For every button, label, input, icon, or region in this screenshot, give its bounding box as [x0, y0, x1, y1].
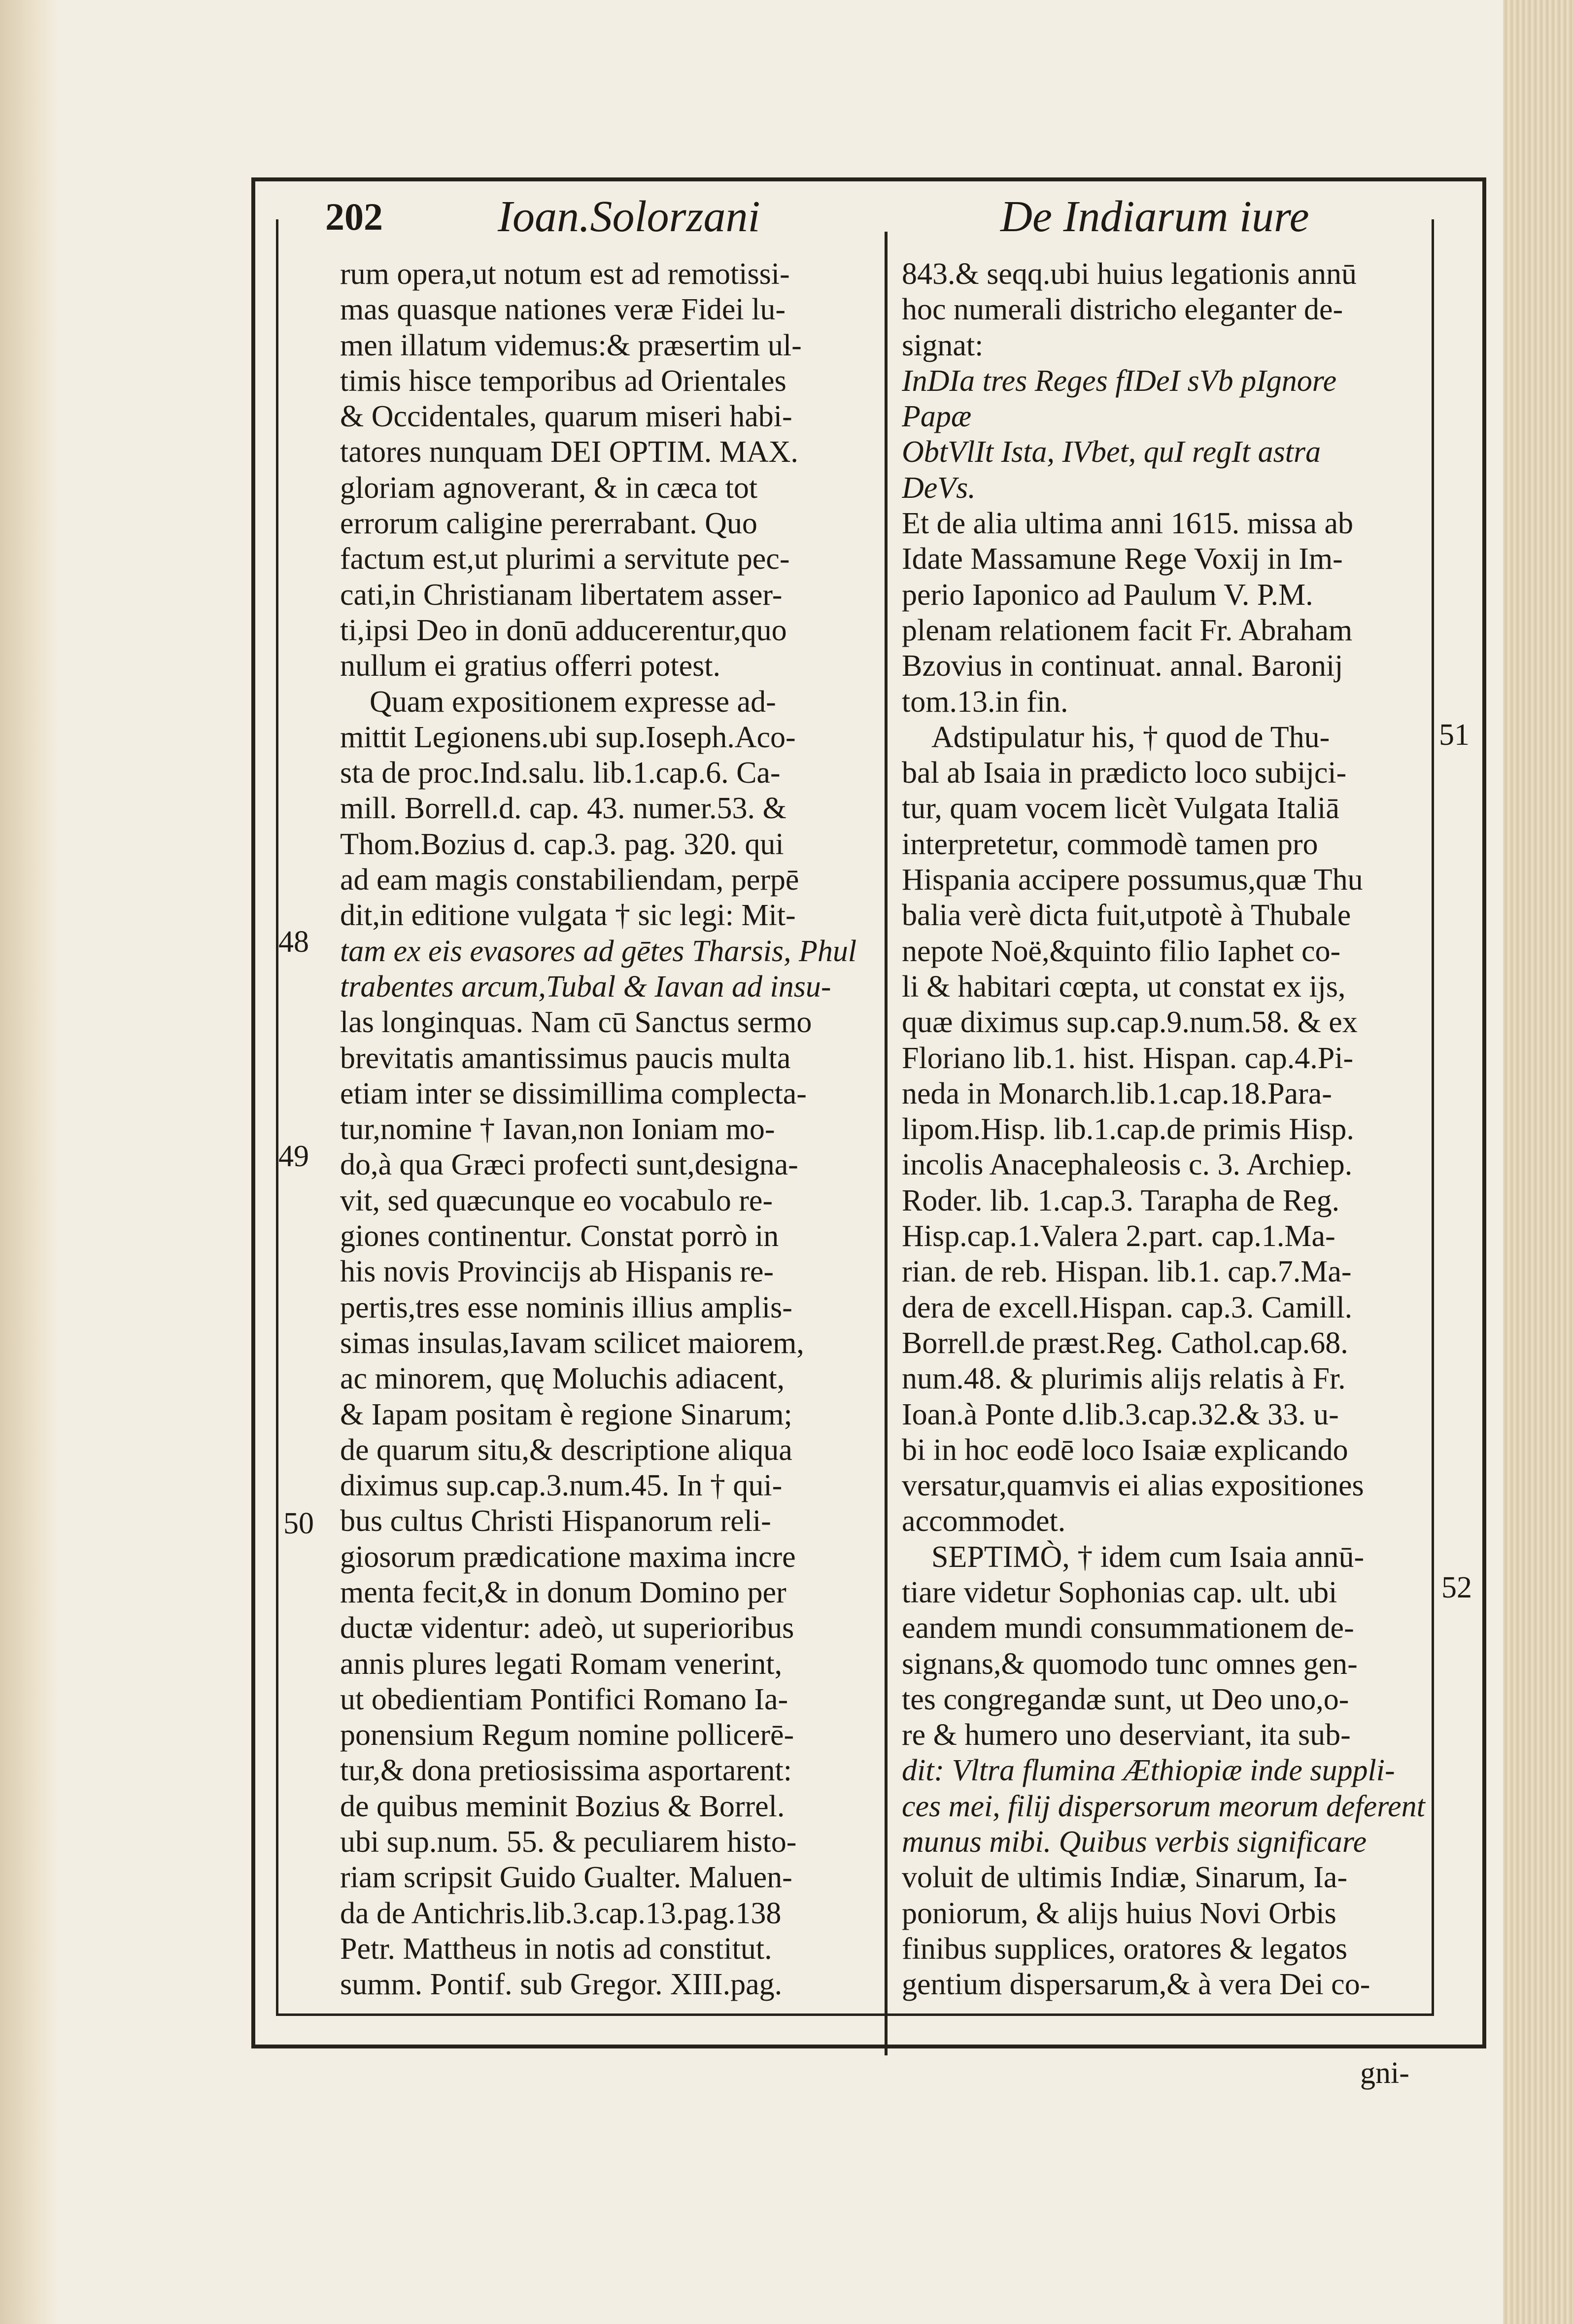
text-line: de quibus meminit Bozius & Borrel.	[340, 1789, 785, 1823]
text-line: men illatum videmus:& præsertim ul-	[340, 328, 802, 362]
text-line: rian. de reb. Hispan. lib.1. cap.7.Ma-	[902, 1255, 1352, 1289]
text-line: tam ex eis evasores ad gētes Tharsis, Phul	[340, 934, 857, 968]
running-head-author: Ioan.Solorzani	[498, 192, 760, 241]
text-line: tur,nomine † Iavan,non Ioniam mo-	[340, 1112, 775, 1146]
text-line: ut obedientiam Pontifici Romano Ia-	[340, 1682, 788, 1716]
text-line: pertis,tres esse nominis illius amplis-	[340, 1290, 792, 1324]
text-line: SEPTIMÒ, † idem cum Isaia annū-	[931, 1540, 1365, 1574]
text-line: ubi sup.num. 55. & peculiarem histo-	[340, 1825, 797, 1859]
text-line: ponensium Regum nomine pollicerē-	[340, 1718, 794, 1752]
text-line: hoc numerali districho eleganter de-	[902, 293, 1343, 327]
text-line: munus mibi. Quibus verbis significare	[902, 1825, 1367, 1859]
catchword: gni-	[1360, 2056, 1409, 2090]
text-line: neda in Monarch.lib.1.cap.18.Para-	[902, 1076, 1332, 1110]
text-line: ObtVlIt Ista, IVbet, quI regIt astra	[902, 435, 1321, 469]
text-line: rum opera,ut notum est ad remotissi-	[340, 257, 790, 291]
text-line: dit: Vltra flumina Æthiopiæ inde suppli-	[902, 1754, 1395, 1788]
text-line: eandem mundi consummationem de-	[902, 1611, 1354, 1645]
text-line: num.48. & plurimis alijs relatis à Fr.	[902, 1362, 1346, 1396]
text-line: bal ab Isaia in prædicto loco subijci-	[902, 756, 1347, 790]
text-line: etiam inter se dissimillima complecta-	[340, 1076, 807, 1110]
text-line: annis plures legati Romam venerint,	[340, 1647, 783, 1681]
text-line: perio Iaponico ad Paulum V. P.M.	[902, 578, 1313, 612]
text-line: Quam expositionem expresse ad-	[370, 685, 776, 719]
text-line: do,à qua Græci profecti sunt,designa-	[340, 1148, 798, 1182]
text-line: Thom.Bozius d. cap.3. pag. 320. qui	[340, 827, 784, 861]
text-line: Floriano lib.1. hist. Hispan. cap.4.Pi-	[902, 1041, 1354, 1075]
text-line: simas insulas,Iavam scilicet maiorem,	[340, 1326, 804, 1360]
text-line: bus cultus Christi Hispanorum reli-	[340, 1504, 771, 1538]
text-line: giones continentur. Constat porrò in	[340, 1219, 779, 1253]
text-line: & Occidentales, quarum miseri habi-	[340, 400, 792, 434]
text-line: 843.& seqq.ubi huius legationis annū	[902, 257, 1357, 291]
text-line: gentium dispersarum,& à vera Dei co-	[902, 1968, 1370, 2002]
margin-number-49: 49	[278, 1140, 309, 1173]
text-line: & Iapam positam è regione Sinarum;	[340, 1397, 792, 1431]
text-line: signans,& quomodo tunc omnes gen-	[902, 1647, 1358, 1681]
text-line: trabentes arcum,Tubal & Iavan ad insu-	[340, 970, 831, 1004]
text-line: de quarum situ,& descriptione aliqua	[340, 1433, 792, 1467]
text-line: menta fecit,& in donum Domino per	[340, 1575, 786, 1609]
text-line: diximus sup.cap.3.num.45. In † qui-	[340, 1469, 783, 1503]
text-line: tiare videtur Sophonias cap. ult. ubi	[902, 1575, 1337, 1609]
text-line: Papæ	[902, 400, 972, 434]
text-line: ad eam magis constabiliendam, perpē	[340, 863, 799, 897]
margin-number-50: 50	[283, 1507, 314, 1540]
column-divider	[885, 232, 888, 2055]
text-line: Adstipulatur his, † quod de Thu-	[931, 720, 1330, 754]
text-line: mas quasque nationes veræ Fidei lu-	[340, 293, 786, 327]
text-line: incolis Anacephaleosis c. 3. Archiep.	[902, 1148, 1353, 1182]
text-line: Ioan.à Ponte d.lib.3.cap.32.& 33. u-	[902, 1397, 1339, 1431]
text-line: Borrell.de præst.Reg. Cathol.cap.68.	[902, 1326, 1348, 1360]
running-head-title: De Indiarum iure	[1000, 192, 1309, 241]
text-line: poniorum, & alijs huius Novi Orbis	[902, 1896, 1336, 1930]
margin-number-48: 48	[278, 925, 309, 959]
text-line: factum est,ut plurimi a servitute pec-	[340, 542, 790, 576]
text-line: lipom.Hisp. lib.1.cap.de primis Hisp.	[902, 1112, 1354, 1146]
text-line: versatur,quamvis ei alias expositiones	[902, 1469, 1364, 1503]
text-line: bi in hoc eodē loco Isaiæ explicando	[902, 1433, 1348, 1467]
text-line: cati,in Christianam libertatem asser-	[340, 578, 783, 612]
text-line: Hispania accipere possumus,quæ Thu	[902, 863, 1363, 897]
right-text-column	[902, 256, 1434, 2003]
text-line: gloriam agnoverant, & in cæca tot	[340, 471, 758, 505]
left-text-column	[340, 256, 872, 2003]
text-line: re & humero uno deserviant, ita sub-	[902, 1718, 1351, 1752]
text-line: sta de proc.Ind.salu. lib.1.cap.6. Ca-	[340, 756, 781, 790]
text-line: li & habitari cœpta, ut constat ex ijs,	[902, 970, 1346, 1004]
text-line: Idate Massamune Rege Voxij in Im-	[902, 542, 1343, 576]
text-line: Bzovius in continuat. annal. Baronij	[902, 649, 1343, 683]
text-line: ductæ videntur: adeò, ut superioribus	[340, 1611, 794, 1645]
text-line: timis hisce temporibus ad Orientales	[340, 364, 786, 398]
text-line: mill. Borrell.d. cap. 43. numer.53. &	[340, 792, 786, 826]
text-line: tes congregandæ sunt, ut Deo uno,o-	[902, 1682, 1349, 1716]
page-fore-edge	[1503, 0, 1573, 2324]
text-line: errorum caligine pererrabant. Quo	[340, 507, 757, 541]
text-line: voluit de ultimis Indiæ, Sinarum, Ia-	[902, 1861, 1348, 1895]
text-line: Et de alia ultima anni 1615. missa ab	[902, 507, 1354, 541]
text-line: his novis Provincijs ab Hispanis re-	[340, 1255, 774, 1289]
text-line: ac minorem, quę Moluchis adiacent,	[340, 1362, 785, 1396]
text-line: accommodet.	[902, 1504, 1066, 1538]
text-line: InDIa tres Reges fIDeI sVb pIgnore	[902, 364, 1337, 398]
text-line: balia verè dicta fuit,utpotè à Thubale	[902, 899, 1351, 933]
text-line: riam scripsit Guido Gualter. Maluen-	[340, 1861, 792, 1895]
margin-number-51: 51	[1439, 718, 1470, 752]
page-number: 202	[325, 195, 383, 238]
text-line: Petr. Mattheus in notis ad constitut.	[340, 1932, 772, 1966]
margin-number-52: 52	[1441, 1571, 1472, 1604]
text-line: tom.13.in fin.	[902, 685, 1068, 719]
text-line: tur, quam vocem licèt Vulgata Italiā	[902, 792, 1339, 826]
text-line: nepote Noë,&quinto filio Iaphet co-	[902, 934, 1341, 968]
text-line: mittit Legionens.ubi sup.Ioseph.Aco-	[340, 720, 796, 754]
text-line: finibus supplices, oratores & legatos	[902, 1932, 1347, 1966]
text-line: tur,& dona pretiosissima asportarent:	[340, 1754, 792, 1788]
text-line: nullum ei gratius offerri potest.	[340, 649, 720, 683]
text-line: brevitatis amantissimus paucis multa	[340, 1041, 791, 1075]
text-line: Roder. lib. 1.cap.3. Tarapha de Reg.	[902, 1183, 1340, 1217]
text-line: ces mei, filij dispersorum meorum deferent	[902, 1789, 1425, 1823]
text-line: da de Antichris.lib.3.cap.13.pag.138	[340, 1896, 782, 1930]
text-line: dit,in editione vulgata † sic legi: Mit-	[340, 899, 796, 933]
text-line: vit, sed quæcunque eo vocabulo re-	[340, 1183, 773, 1217]
text-line: plenam relationem facit Fr. Abraham	[902, 613, 1353, 647]
text-line: DeVs.	[902, 471, 976, 505]
text-line: Hisp.cap.1.Valera 2.part. cap.1.Ma-	[902, 1219, 1335, 1253]
text-line: giosorum prædicatione maxima incre	[340, 1540, 796, 1574]
text-line: quæ diximus sup.cap.9.num.58. & ex	[902, 1006, 1358, 1040]
text-line: ti,ipsi Deo in donū adducerentur,quo	[340, 613, 787, 647]
text-line: las longinquas. Nam cū Sanctus sermo	[340, 1006, 812, 1040]
text-line: dera de excell.Hispan. cap.3. Camill.	[902, 1290, 1353, 1324]
text-line: summ. Pontif. sub Gregor. XIII.pag.	[340, 1968, 783, 2002]
text-line: tatores nunquam DEI OPTIM. MAX.	[340, 435, 798, 469]
page-gutter	[0, 0, 59, 2324]
text-line: interpretetur, commodè tamen pro	[902, 827, 1318, 861]
text-line: signat:	[902, 328, 984, 362]
